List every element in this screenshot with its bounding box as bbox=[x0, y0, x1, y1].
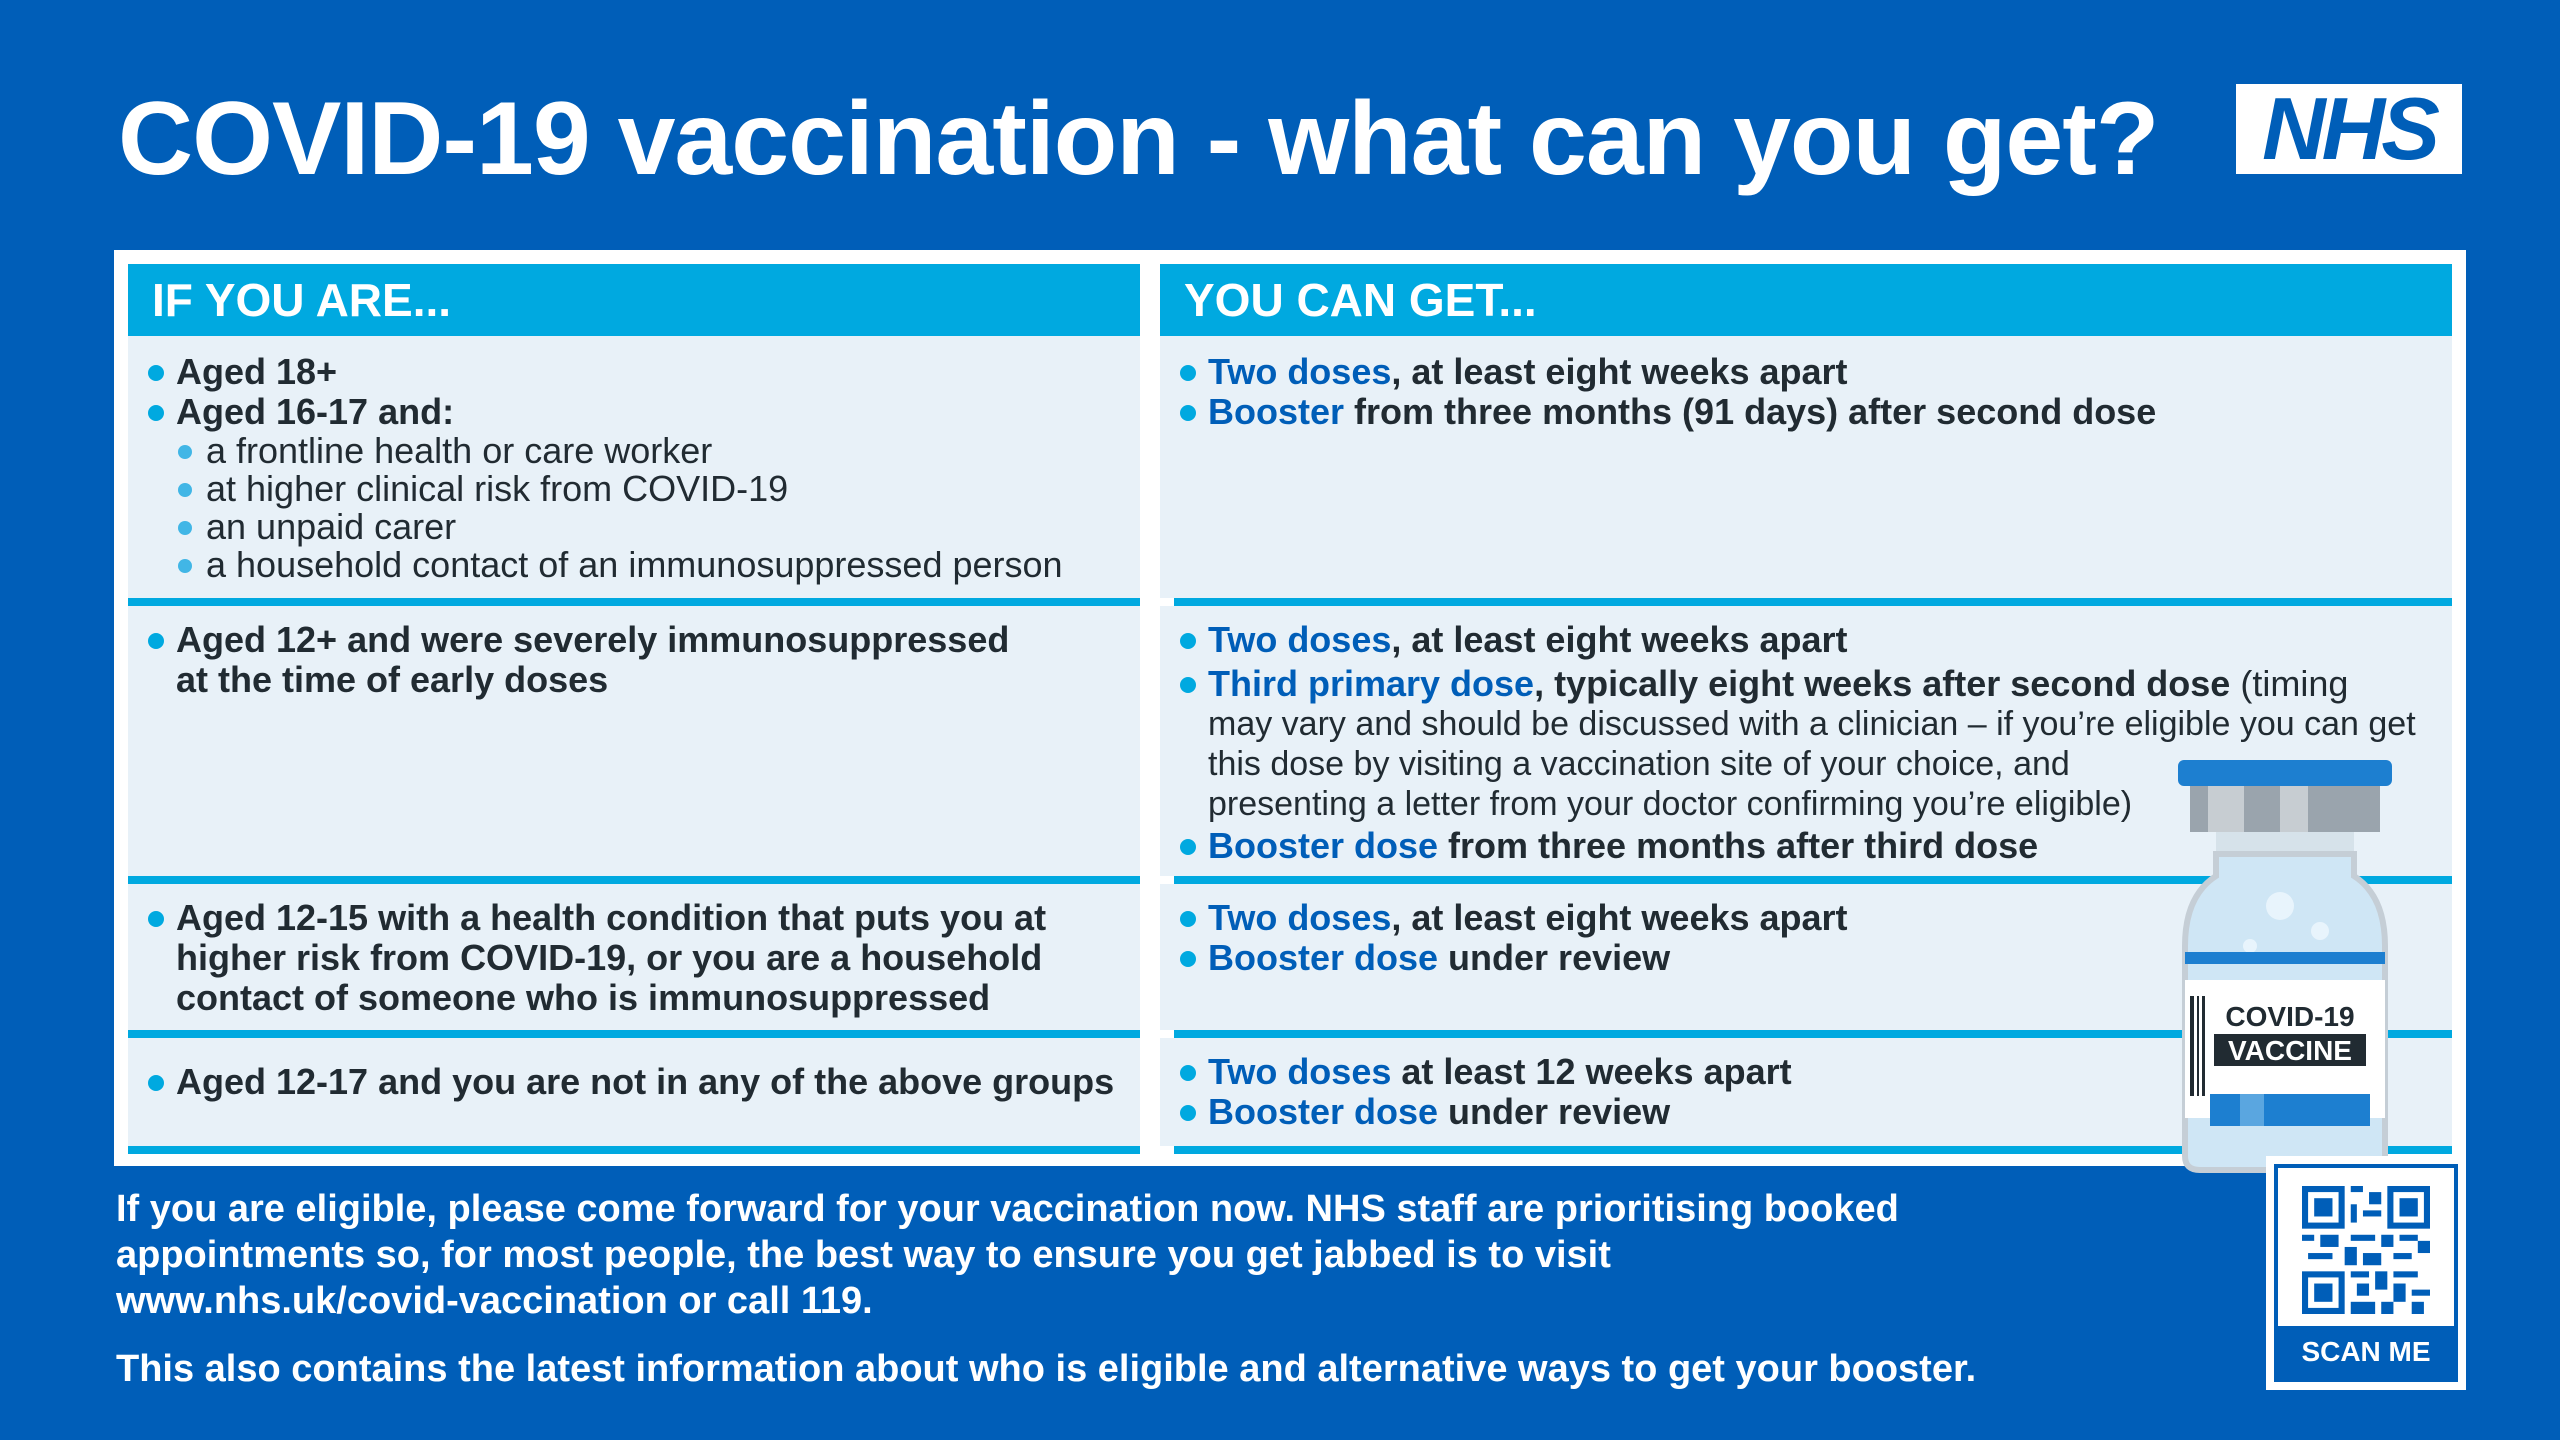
row-divider bbox=[128, 598, 2452, 606]
third-dose-note-line: presenting a letter from your doctor confirming you’re eligible) bbox=[1208, 785, 2133, 823]
qr-code-icon bbox=[2302, 1186, 2430, 1314]
list-item: at higher clinical risk from COVID-19 bbox=[136, 470, 1063, 508]
list-item: Booster dose under review bbox=[1168, 1092, 1792, 1132]
row-3-criteria bbox=[128, 884, 1140, 1030]
list-item: Aged 12-17 and you are not in any of the above groups bbox=[136, 1062, 1114, 1102]
list-item: Booster from three months (91 days) after second dose bbox=[1168, 392, 2156, 432]
list-item: a frontline health or care worker bbox=[136, 432, 1063, 470]
list-item: Booster dose from three months after third dose bbox=[1168, 826, 2416, 866]
footer-line: appointments so, for most people, the best way to ensure you get jabbed is to visit bbox=[116, 1234, 1611, 1276]
header-if-you-are: IF YOU ARE... bbox=[128, 264, 1140, 336]
row-4-criteria bbox=[128, 1038, 1140, 1146]
list-item: Two doses, at least eight weeks apart bbox=[1168, 352, 2156, 392]
footer-message bbox=[116, 1186, 1899, 1324]
nhs-logo bbox=[2236, 79, 2462, 178]
footer-note: This also contains the latest information about who is eligible and alternative ways to get your booster. bbox=[116, 1348, 1977, 1390]
qr-code-card[interactable] bbox=[2266, 1156, 2466, 1390]
list-item: Two doses at least 12 weeks apart bbox=[1168, 1052, 1792, 1092]
page-title: COVID-19 vaccination - what can you get? bbox=[118, 81, 2159, 197]
eligibility-table bbox=[114, 250, 2466, 1166]
row-1-criteria bbox=[128, 336, 1140, 598]
list-item: an unpaid carer bbox=[136, 508, 1063, 546]
vaccine-vial-illustration bbox=[2170, 756, 2400, 1176]
list-item: Aged 18+ bbox=[136, 352, 1063, 392]
nhs-logo-text: NHS bbox=[2262, 79, 2436, 178]
list-item: Booster dose under review bbox=[1168, 938, 1848, 978]
row-divider bbox=[128, 1146, 2452, 1154]
list-item: a household contact of an immunosuppressed person bbox=[136, 546, 1063, 584]
list-item: Aged 12-15 with a health condition that puts you at higher risk from COVID-19, or you are a household contact of someone who is immunosuppressed bbox=[136, 898, 1046, 1018]
list-item: Two doses, at least eight weeks apart bbox=[1168, 620, 2416, 660]
row-divider bbox=[128, 876, 2452, 884]
list-item: Two doses, at least eight weeks apart bbox=[1168, 898, 1848, 938]
row-divider bbox=[128, 1030, 2452, 1038]
footer-line: www.nhs.uk/covid-vaccination or call 119. bbox=[116, 1280, 873, 1322]
list-item: Aged 12+ and were severely immunosuppressed at the time of early doses bbox=[136, 620, 1009, 700]
row-2-criteria bbox=[128, 606, 1140, 876]
vial-label-line2: VACCINE bbox=[2228, 1035, 2352, 1066]
row-1-entitlement bbox=[1160, 336, 2452, 598]
list-item: Third primary dose, typically eight weeks after second dose (timing bbox=[1168, 664, 2416, 704]
footer-line: If you are eligible, please come forward for your vaccination now. NHS staff are prioritising booked bbox=[116, 1188, 1899, 1230]
scan-me-label: SCAN ME bbox=[2278, 1326, 2454, 1378]
third-dose-note-line: may vary and should be discussed with a clinician – if you’re eligible you can get bbox=[1208, 705, 2416, 743]
list-item: Aged 16-17 and: bbox=[136, 392, 1063, 432]
vial-label-line1: COVID-19 bbox=[2225, 1001, 2355, 1032]
third-dose-note-line: this dose by visiting a vaccination site of your choice, and bbox=[1208, 745, 2070, 783]
header-you-can-get: YOU CAN GET... bbox=[1160, 264, 2452, 336]
